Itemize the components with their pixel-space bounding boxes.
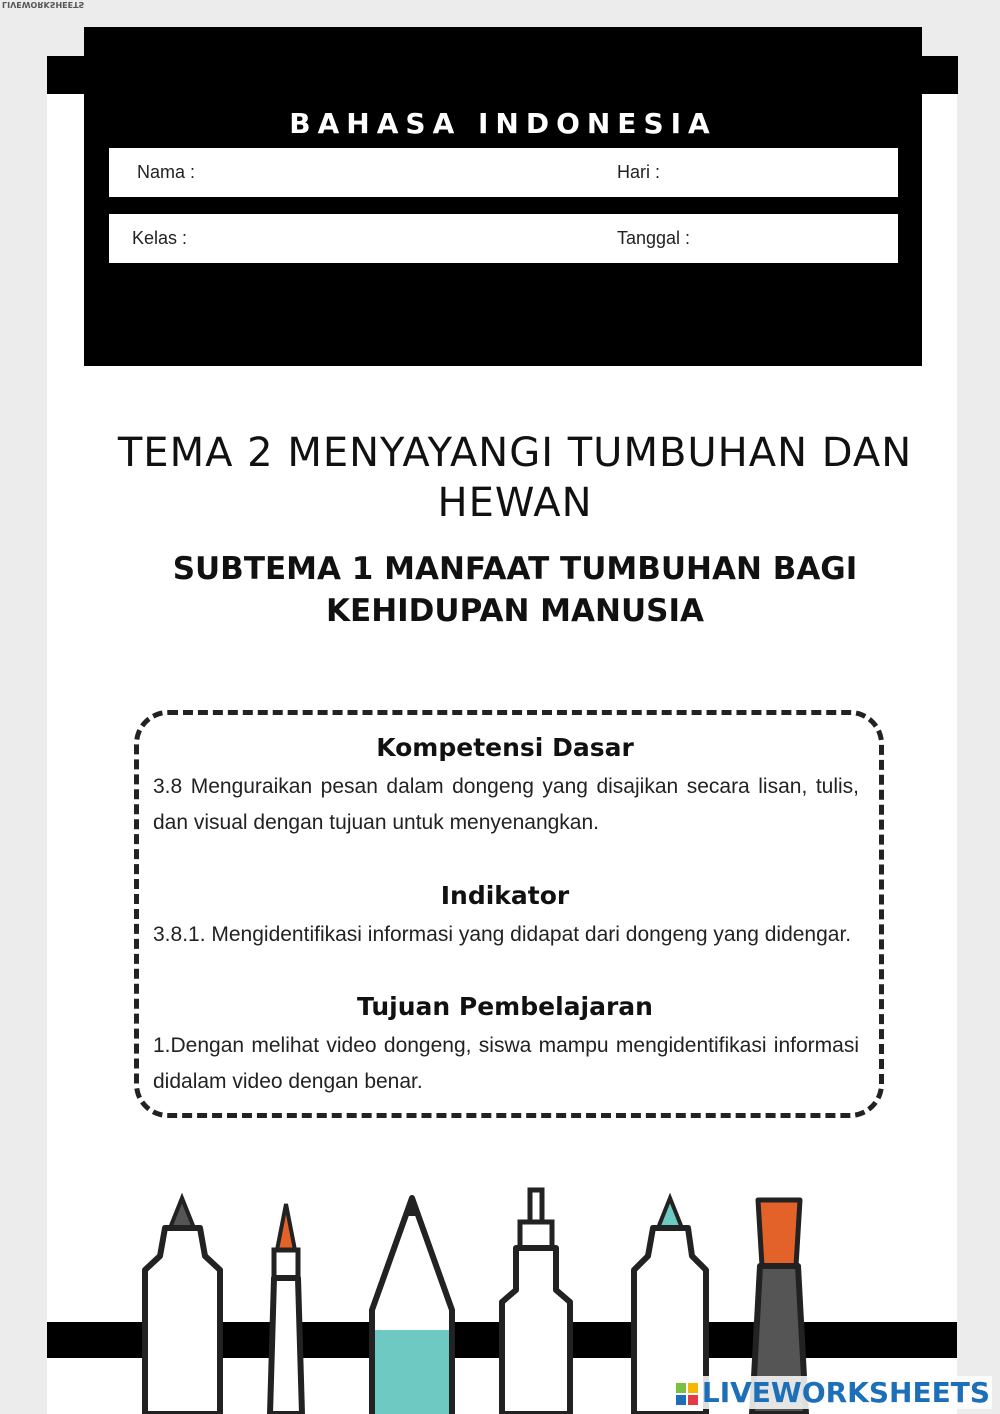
nama-field[interactable]: Nama : bbox=[137, 162, 196, 182]
fineliner-icon bbox=[502, 1190, 570, 1414]
kompetensi-text: 3.8 Menguraikan pesan dalam dongeng yang disajikan secara lisan, tulis, dan visual dengan tujuan untuk menyenangkan. bbox=[153, 775, 859, 834]
identity-row-2 bbox=[109, 214, 898, 263]
header-block bbox=[84, 27, 922, 366]
indikator-text: 3.8.1. Mengidentifikasi informasi yang didapat dari dongeng yang didengar. bbox=[153, 923, 852, 946]
indikator-heading: Indikator bbox=[440, 881, 570, 910]
brand-name: LIVEWORKSHEETS bbox=[701, 1376, 990, 1409]
decorative-bar-left bbox=[47, 56, 87, 94]
theme-title: TEMA 2 MENYAYANGI TUMBUHAN DAN HEWAN bbox=[117, 430, 913, 526]
subtheme-title: SUBTEMA 1 MANFAAT TUMBUHAN BAGI KEHIDUPAN MANUSIA bbox=[172, 551, 858, 629]
pencil-teal-icon bbox=[372, 1198, 452, 1414]
subject-title: BAHASA INDONESIA bbox=[289, 107, 717, 140]
tujuan-text: 1.Dengan melihat video dongeng, siswa mampu mengidentifikasi informasi didalam video dengan benar. bbox=[153, 1034, 859, 1093]
tujuan-heading: Tujuan Pembelajaran bbox=[357, 992, 653, 1021]
brush-orange-icon bbox=[270, 1204, 302, 1414]
kelas-field[interactable]: Kelas : bbox=[132, 228, 188, 248]
corner-watermark: LIVEWORKSHEETS bbox=[2, 0, 85, 9]
brand-squares-icon bbox=[676, 1383, 698, 1405]
decorative-bar-right bbox=[918, 56, 958, 94]
marker-gray-icon bbox=[145, 1198, 220, 1414]
hari-field[interactable]: Hari : bbox=[617, 162, 661, 182]
liveworksheets-logo bbox=[674, 1376, 992, 1409]
tanggal-field[interactable]: Tanggal : bbox=[617, 228, 691, 248]
identity-row-1 bbox=[109, 148, 898, 197]
kompetensi-heading: Kompetensi Dasar bbox=[376, 733, 634, 762]
